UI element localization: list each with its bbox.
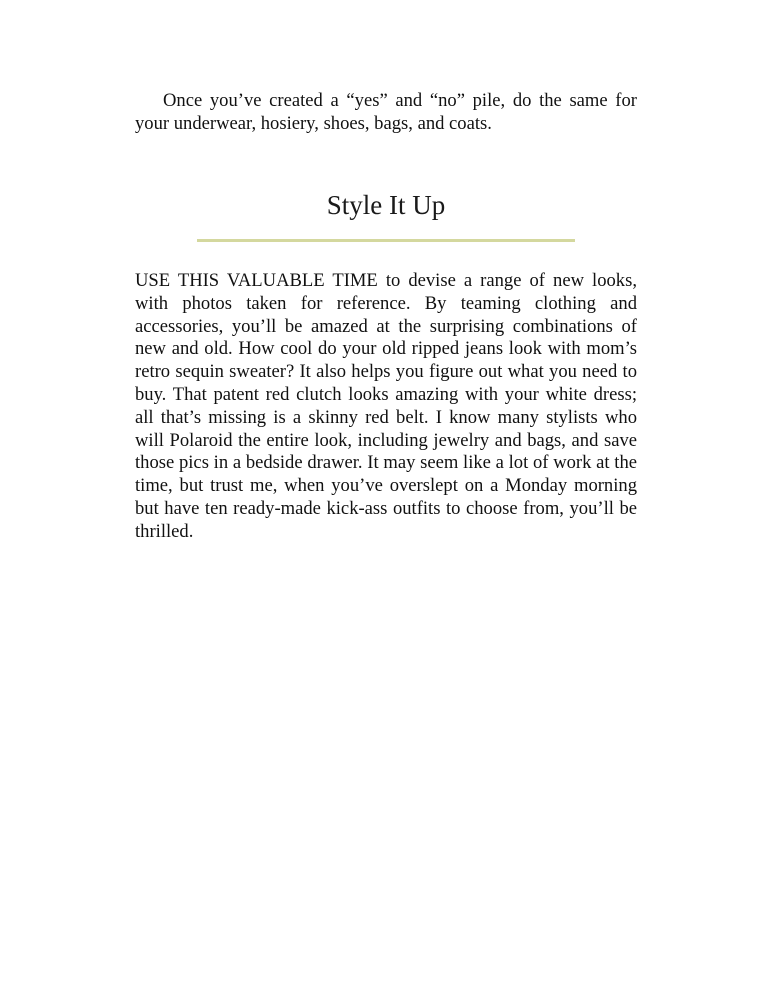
intro-paragraph: Once you’ve created a “yes” and “no” pile, do the same for your underwear, hosiery, shoes, bags, and coats. [135, 90, 637, 134]
section-body-paragraph: USE THIS VALUABLE TIME to devise a range of new looks, with photos taken for reference. By teaming clothing and accessories, you’ll be amazed at the surprising combinations of new and old. How cool do your old ripped jeans look with mom’s retro sequin sweater? It also helps you figure out what you need to buy. That patent red clutch looks amazing with your white dress; all that’s missing is a skinny red belt. I know many stylists who will Polaroid the entire look, including jewelry and bags, and save those pics in a bedside drawer. It may seem like a lot of work at the time, but trust me, when you’ve overslept on a Monday morning but have ten ready-made kick-ass outfits to choose from, you’ll be thrilled. [135, 270, 637, 542]
page-content [135, 90, 637, 542]
heading-divider [197, 239, 575, 242]
section-heading: Style It Up [326, 190, 446, 220]
